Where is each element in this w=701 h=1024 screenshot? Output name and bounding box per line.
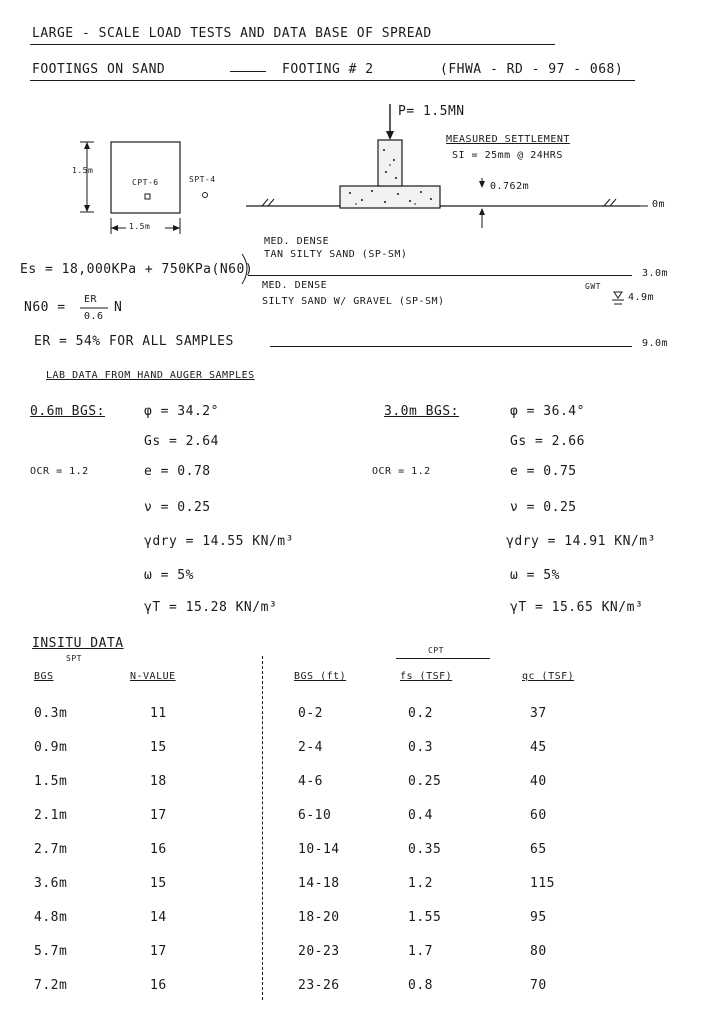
lab-left-gt: γT = 15.28 KN/m³ bbox=[144, 600, 278, 615]
lab-left-phi: φ = 34.2° bbox=[144, 404, 219, 419]
n60-lhs: N60 = bbox=[24, 300, 66, 315]
spt-n-cell: 18 bbox=[150, 774, 167, 789]
lab-right-nu: ν = 0.25 bbox=[510, 500, 577, 515]
lab-right-gs: Gs = 2.66 bbox=[510, 434, 585, 449]
cpt-qc-cell: 45 bbox=[530, 740, 547, 755]
table-divider bbox=[262, 656, 263, 1000]
lab-left-gs: Gs = 2.64 bbox=[144, 434, 219, 449]
cpt-qc-cell: 60 bbox=[530, 808, 547, 823]
cpt-qc-cell: 115 bbox=[530, 876, 555, 891]
lab-left-e: e = 0.78 bbox=[144, 464, 211, 479]
spt-n-cell: 15 bbox=[150, 876, 167, 891]
cpt-group-label: CPT bbox=[428, 646, 444, 655]
lab-left-w: ω = 5% bbox=[144, 568, 194, 583]
spt-bgs-cell: 3.6m bbox=[34, 876, 68, 891]
plan-dim-horizontal: 1.5m bbox=[129, 222, 151, 231]
cpt-fs-cell: 1.7 bbox=[408, 944, 433, 959]
spt-bgs-cell: 2.1m bbox=[34, 808, 68, 823]
cpt-bgs-cell: 2-4 bbox=[298, 740, 323, 755]
title-line-2-mid: FOOTING # 2 bbox=[282, 62, 374, 77]
cpt-fs-cell: 0.4 bbox=[408, 808, 433, 823]
lab-left-nu: ν = 0.25 bbox=[144, 500, 211, 515]
cpt-group-line bbox=[396, 658, 490, 659]
cpt-bgs-cell: 23-26 bbox=[298, 978, 340, 993]
layer1-depth: 3.0m bbox=[642, 268, 669, 279]
cpt-qc-cell: 37 bbox=[530, 706, 547, 721]
cpt-qc-cell: 40 bbox=[530, 774, 547, 789]
spt-bgs-cell: 2.7m bbox=[34, 842, 68, 857]
cpt-bgs-cell: 6-10 bbox=[298, 808, 332, 823]
lab-right-gt: γT = 15.65 KN/m³ bbox=[510, 600, 644, 615]
plan-dim-vertical: 1.5m bbox=[72, 166, 94, 175]
layer1-line1: MED. DENSE bbox=[264, 236, 330, 247]
es-equation: Es = 18,000KPa + 750KPa(N60) bbox=[20, 262, 254, 277]
spt-bgs-cell: 4.8m bbox=[34, 910, 68, 925]
embedment-depth: 0.762m bbox=[490, 181, 530, 192]
cpt-bgs-cell: 0-2 bbox=[298, 706, 323, 721]
spt-n-cell: 17 bbox=[150, 944, 167, 959]
er-statement: ER = 54% FOR ALL SAMPLES bbox=[34, 334, 234, 349]
spt-col-bgs: BGS bbox=[34, 671, 54, 682]
cpt-qc-cell: 70 bbox=[530, 978, 547, 993]
title-line-1: LARGE - SCALE LOAD TESTS AND DATA BASE OF SPREAD bbox=[32, 26, 432, 41]
layer2-line1: MED. DENSE bbox=[262, 280, 328, 291]
cpt-qc-cell: 80 bbox=[530, 944, 547, 959]
spt-n-cell: 16 bbox=[150, 978, 167, 993]
cpt-fs-cell: 0.35 bbox=[408, 842, 442, 857]
lab-left-depth: 0.6m BGS: bbox=[30, 404, 105, 419]
n60-numerator: ER bbox=[84, 294, 98, 305]
spt-bgs-cell: 0.3m bbox=[34, 706, 68, 721]
cpt-location-label: CPT-6 bbox=[132, 178, 159, 187]
cpt-fs-cell: 0.8 bbox=[408, 978, 433, 993]
cpt-qc-cell: 95 bbox=[530, 910, 547, 925]
cpt-bgs-cell: 18-20 bbox=[298, 910, 340, 925]
n60-rhs: N bbox=[114, 300, 123, 315]
cpt-bgs-cell: 4-6 bbox=[298, 774, 323, 789]
lab-right-w: ω = 5% bbox=[510, 568, 560, 583]
load-label: P= 1.5MN bbox=[398, 104, 465, 119]
cpt-fs-cell: 0.25 bbox=[408, 774, 442, 789]
spt-n-cell: 15 bbox=[150, 740, 167, 755]
spt-bgs-cell: 1.5m bbox=[34, 774, 68, 789]
cpt-qc-cell: 65 bbox=[530, 842, 547, 857]
layer2-line2: SILTY SAND W/ GRAVEL (SP-SM) bbox=[262, 296, 445, 307]
cpt-col-qc: qc (TSF) bbox=[522, 671, 575, 682]
lab-right-gdry: γdry = 14.91 KN/m³ bbox=[506, 534, 656, 549]
spt-n-cell: 11 bbox=[150, 706, 167, 721]
lab-left-ocr: OCR = 1.2 bbox=[30, 466, 89, 477]
spt-col-n: N-VALUE bbox=[130, 671, 176, 682]
cpt-fs-cell: 1.2 bbox=[408, 876, 433, 891]
layer1-boundary bbox=[248, 275, 632, 276]
spt-bgs-cell: 0.9m bbox=[34, 740, 68, 755]
spt-n-cell: 14 bbox=[150, 910, 167, 925]
settlement-heading: MEASURED SETTLEMENT bbox=[446, 134, 570, 145]
spt-n-cell: 17 bbox=[150, 808, 167, 823]
lab-right-ocr: OCR = 1.2 bbox=[372, 466, 431, 477]
bottom-boundary bbox=[270, 346, 632, 347]
n60-denominator: 0.6 bbox=[84, 311, 104, 322]
cpt-bgs-cell: 10-14 bbox=[298, 842, 340, 857]
cpt-col-bgs: BGS (ft) bbox=[294, 671, 347, 682]
insitu-heading: INSITU DATA bbox=[32, 636, 124, 651]
cpt-fs-cell: 0.2 bbox=[408, 706, 433, 721]
cpt-bgs-cell: 20-23 bbox=[298, 944, 340, 959]
cpt-bgs-cell: 14-18 bbox=[298, 876, 340, 891]
spt-bgs-cell: 5.7m bbox=[34, 944, 68, 959]
lab-right-e: e = 0.75 bbox=[510, 464, 577, 479]
spt-location-label: SPT-4 bbox=[189, 175, 216, 184]
lab-left-gdry: γdry = 14.55 KN/m³ bbox=[144, 534, 294, 549]
spt-bgs-cell: 7.2m bbox=[34, 978, 68, 993]
title-line-2-left: FOOTINGS ON SAND bbox=[32, 62, 166, 77]
gwt-label: GWT bbox=[585, 282, 601, 291]
ground-level-label: 0m bbox=[652, 199, 666, 210]
layer1-line2: TAN SILTY SAND (SP-SM) bbox=[264, 249, 408, 260]
cpt-fs-cell: 0.3 bbox=[408, 740, 433, 755]
spt-group-label: SPT bbox=[66, 654, 82, 663]
cpt-col-fs: fs (TSF) bbox=[400, 671, 453, 682]
lab-heading: LAB DATA FROM HAND AUGER SAMPLES bbox=[46, 370, 255, 381]
lab-right-depth: 3.0m BGS: bbox=[384, 404, 459, 419]
title-line-2-right: (FHWA - RD - 97 - 068) bbox=[440, 62, 624, 77]
settlement-value: SI = 25mm @ 24HRS bbox=[452, 150, 563, 161]
gwt-depth: 4.9m bbox=[628, 292, 655, 303]
lab-right-phi: φ = 36.4° bbox=[510, 404, 585, 419]
cpt-fs-cell: 1.55 bbox=[408, 910, 442, 925]
spt-n-cell: 16 bbox=[150, 842, 167, 857]
bottom-depth: 9.0m bbox=[642, 338, 669, 349]
